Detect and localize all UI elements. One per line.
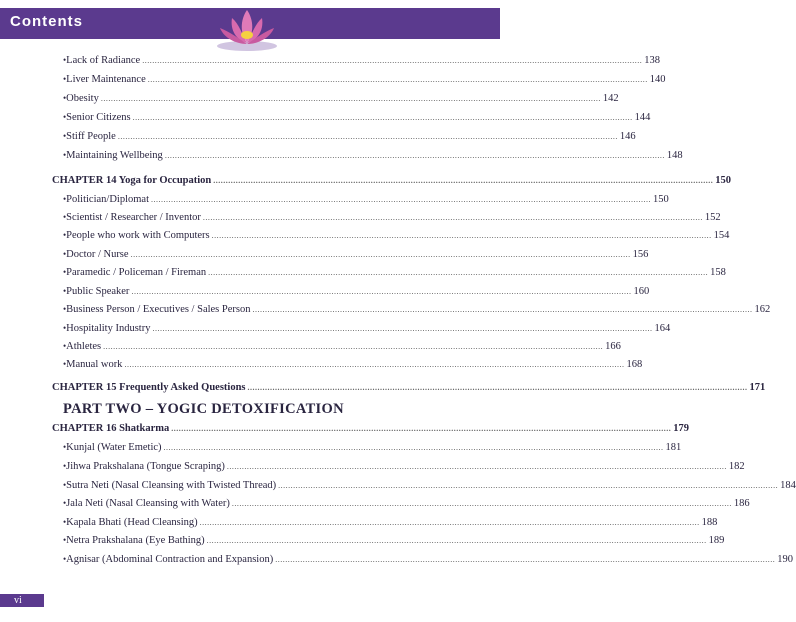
toc-entry <box>63 130 636 143</box>
bullet-icon: • <box>63 249 67 259</box>
toc-entry <box>63 149 683 162</box>
bullet-icon: • <box>63 359 67 369</box>
page-ref: 150 <box>652 194 669 205</box>
page-ref: 140 <box>649 74 666 85</box>
toc-entry <box>63 266 726 279</box>
page-ref: 138 <box>644 55 660 66</box>
page-ref: 144 <box>634 112 651 123</box>
toc-entry <box>63 340 621 353</box>
page-ref: 156 <box>632 249 649 260</box>
entry-label: Athletes <box>66 341 102 352</box>
page-ref: 168 <box>626 359 643 370</box>
bullet-icon: • <box>63 517 67 527</box>
page-ref: 189 <box>708 535 725 546</box>
dot-leader: ........................................................................................................................................................................................................ <box>150 195 651 204</box>
dot-leader: ........................................................................................................................................................................................................ <box>278 481 779 490</box>
entry-label: Jala Neti (Nasal Cleansing with Water) <box>66 498 230 509</box>
dot-leader: ........................................................................................................................................................................................................ <box>103 342 604 351</box>
chapter-title: CHAPTER 14 Yoga for Occupation <box>52 175 212 186</box>
page-ref: 162 <box>754 304 771 315</box>
page-ref: 158 <box>710 267 726 278</box>
chapter-row <box>52 381 766 394</box>
bullet-icon: • <box>63 212 67 222</box>
footer-page-box <box>0 594 44 607</box>
bullet-icon: • <box>63 267 67 277</box>
page-ref: 188 <box>701 517 718 528</box>
page-ref: 160 <box>633 286 650 297</box>
page-ref: 184 <box>780 480 796 491</box>
page-ref: 148 <box>666 150 683 161</box>
page-ref: 154 <box>713 230 730 241</box>
toc-entry <box>63 229 730 242</box>
dot-leader: ........................................................................................................................................................................................................ <box>164 151 665 160</box>
page-ref: 186 <box>733 498 750 509</box>
bullet-icon: • <box>63 341 67 351</box>
page-ref: 181 <box>665 442 682 453</box>
toc-entry <box>63 54 660 67</box>
entry-label: Public Speaker <box>66 286 130 297</box>
toc-entry <box>63 248 649 261</box>
chapter-row <box>52 422 690 435</box>
dot-leader: ........................................................................................................................................................................................................ <box>117 132 618 141</box>
page-ref: 179 <box>673 423 690 434</box>
entry-label: Hospitality Industry <box>66 323 151 334</box>
page-number: vi <box>14 595 22 606</box>
chapter-title: CHAPTER 16 Shatkarma <box>52 423 170 434</box>
bullet-icon: • <box>63 150 67 160</box>
page-title: Contents <box>10 13 83 30</box>
entry-label: People who work with Computers <box>66 230 210 241</box>
entry-label: Maintaining Wellbeing <box>66 150 163 161</box>
part-heading: PART TWO – YOGIC DETOXIFICATION <box>63 401 344 417</box>
dot-leader: ........................................................................................................................................................................................................ <box>100 94 601 103</box>
bullet-icon: • <box>63 230 67 240</box>
entry-label: Senior Citizens <box>66 112 131 123</box>
toc-entry <box>63 303 771 316</box>
page-ref: 152 <box>704 212 721 223</box>
bullet-icon: • <box>63 131 67 141</box>
dot-leader: ........................................................................................................................................................................................................ <box>252 305 753 314</box>
page-ref: 190 <box>777 554 793 565</box>
bullet-icon: • <box>63 74 67 84</box>
page-ref: 142 <box>602 93 619 104</box>
entry-label: Jihwa Prakshalana (Tongue Scraping) <box>66 461 225 472</box>
dot-leader: ........................................................................................................................................................................................................ <box>171 424 672 433</box>
page-ref: 150 <box>715 175 732 186</box>
dot-leader: ........................................................................................................................................................................................................ <box>202 213 703 222</box>
bullet-icon: • <box>63 55 67 65</box>
entry-label: Sutra Neti (Nasal Cleansing with Twisted Thread) <box>66 480 277 491</box>
toc-entry <box>63 534 725 547</box>
toc-entry <box>63 479 796 492</box>
page-ref: 166 <box>605 341 621 352</box>
bullet-icon: • <box>63 194 67 204</box>
entry-label: Paramedic / Policeman / Fireman <box>66 267 207 278</box>
dot-leader: ........................................................................................................................................................................................................ <box>130 250 631 259</box>
entry-label: Lack of Radiance <box>66 55 141 66</box>
toc-entry <box>63 460 745 473</box>
dot-leader: ........................................................................................................................................................................................................ <box>206 536 707 545</box>
entry-label: Kunjal (Water Emetic) <box>66 442 162 453</box>
entry-label: Netra Prakshalana (Eye Bathing) <box>66 535 205 546</box>
bullet-icon: • <box>63 286 67 296</box>
bullet-icon: • <box>63 554 67 564</box>
bullet-icon: • <box>63 93 67 103</box>
toc-entry <box>63 193 669 206</box>
dot-leader: ........................................................................................................................................................................................................ <box>147 75 648 84</box>
entry-label: Manual work <box>66 359 123 370</box>
dot-leader: ........................................................................................................................................................................................................ <box>163 443 664 452</box>
chapter-title: CHAPTER 15 Frequently Asked Questions <box>52 382 246 393</box>
entry-label: Business Person / Executives / Sales Person <box>66 304 251 315</box>
dot-leader: ........................................................................................................................................................................................................ <box>231 499 732 508</box>
dot-leader: ........................................................................................................................................................................................................ <box>142 56 643 65</box>
dot-leader: ........................................................................................................................................................................................................ <box>275 555 776 564</box>
dot-leader: ........................................................................................................................................................................................................ <box>208 268 709 277</box>
page-ref: 164 <box>654 323 671 334</box>
toc-entry <box>63 497 750 510</box>
entry-label: Agnisar (Abdominal Contraction and Expansion) <box>66 554 274 565</box>
toc-entry <box>63 111 651 124</box>
bullet-icon: • <box>63 304 67 314</box>
toc-entry <box>63 553 793 566</box>
toc-entry <box>63 516 718 529</box>
toc-entry <box>63 73 666 86</box>
page-ref: 171 <box>749 382 766 393</box>
bullet-icon: • <box>63 480 67 490</box>
bullet-icon: • <box>63 112 67 122</box>
dot-leader: ........................................................................................................................................................................................................ <box>131 287 632 296</box>
entry-label: Scientist / Researcher / Inventor <box>66 212 201 223</box>
bullet-icon: • <box>63 461 67 471</box>
toc-entry <box>63 211 721 224</box>
entry-label: Politician/Diplomat <box>66 194 149 205</box>
toc-entry <box>63 441 682 454</box>
dot-leader: ........................................................................................................................................................................................................ <box>152 324 653 333</box>
entry-label: Kapala Bhati (Head Cleansing) <box>66 517 198 528</box>
chapter-row <box>52 174 732 187</box>
dot-leader: ........................................................................................................................................................................................................ <box>199 518 700 527</box>
toc-entry <box>63 285 650 298</box>
bullet-icon: • <box>63 498 67 508</box>
dot-leader: ........................................................................................................................................................................................................ <box>132 113 633 122</box>
toc-entry <box>63 358 643 371</box>
entry-label: Obesity <box>66 93 99 104</box>
dot-leader: ........................................................................................................................................................................................................ <box>124 360 625 369</box>
dot-leader: ........................................................................................................................................................................................................ <box>213 176 714 185</box>
dot-leader: ........................................................................................................................................................................................................ <box>211 231 712 240</box>
toc-entry <box>63 92 619 105</box>
entry-label: Liver Maintenance <box>66 74 146 85</box>
page-ref: 146 <box>619 131 636 142</box>
page-ref: 182 <box>728 461 745 472</box>
bullet-icon: • <box>63 323 67 333</box>
toc-entry <box>63 322 671 335</box>
dot-leader: ........................................................................................................................................................................................................ <box>226 462 727 471</box>
dot-leader: ........................................................................................................................................................................................................ <box>247 383 748 392</box>
bullet-icon: • <box>63 442 67 452</box>
entry-label: Doctor / Nurse <box>66 249 129 260</box>
bullet-icon: • <box>63 535 67 545</box>
entry-label: Stiff People <box>66 131 116 142</box>
